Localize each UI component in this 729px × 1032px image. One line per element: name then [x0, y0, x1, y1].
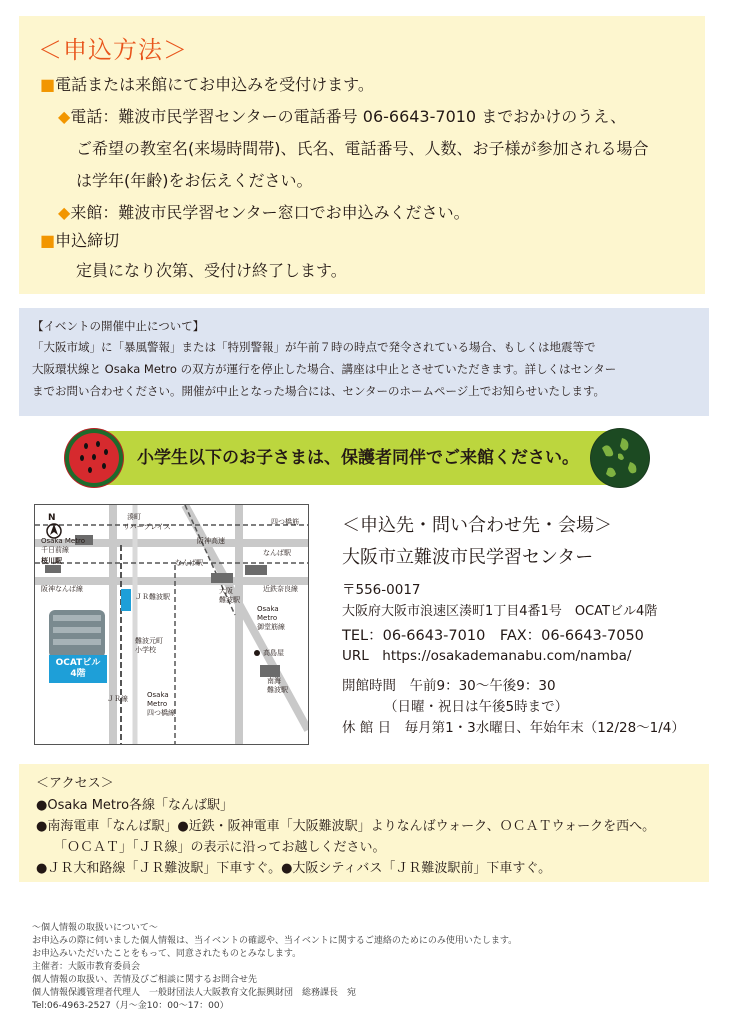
access-title: ＜アクセス＞	[36, 776, 114, 791]
privacy-text: お申込みの際に伺いました個人情報は、当イベントの確認や、当イベントに関するご連絡のためにのみ使用いたします。	[32, 936, 518, 946]
privacy-inquiry: 個人情報の取扱い、苦情及びご相談に関するお問合せ先	[32, 975, 258, 985]
notice-heading: 【イベントの開催中止について】	[32, 319, 205, 333]
guardian-banner	[78, 431, 638, 485]
square-bullet-icon: ■	[40, 75, 56, 94]
apply-visit-line: ◆来館：難波市民学習センター窓口でお申込みください。	[58, 203, 470, 222]
access-line: ●Osaka Metro各線「なんば駅」	[36, 798, 234, 813]
square-bullet-icon: ■	[40, 231, 56, 250]
apply-title: ＜申込方法＞	[38, 36, 188, 64]
opening-hours: 開館時間 午前9：30〜午後9：30	[342, 678, 556, 694]
ocat-building-label: OCATビル 4階	[55, 658, 101, 679]
access-line: ●南海電車「なんば駅」●近鉄・阪神電車「大阪難波駅」よりなんばウォーク、ＯＣＡＴウォークを西へ。	[36, 819, 656, 834]
privacy-text: お申込みいただいたことをもって、同意されたものとみなします。	[32, 949, 302, 959]
opening-hours-note: （日曜・祝日は午後5時まで）	[384, 699, 569, 715]
apply-bullet-1: ■電話または来館にてお申込みを受付けます。	[40, 75, 374, 94]
notice-line: 「大阪市域」に「暴風警報」または「特別警報」が午前７時の時点で発令されている場合、もしくは地震等で	[32, 340, 596, 354]
notice-line: 大阪環状線と Osaka Metro の双方が運行を停止した場合、講座は中止とさせていただきます。詳しくはセンター	[32, 362, 617, 376]
notice-line: までお問い合わせください。開催が中止となった場合には、センターのホームページ上でお知らせいたします。	[32, 384, 606, 398]
apply-phone-line-2: ご希望の教室名(来場時間帯)、氏名、電話番号、人数、お子様が参加される場合	[76, 139, 649, 158]
website-url: URL https://osakademanabu.com/namba/	[342, 648, 632, 664]
apply-phone-line-1: ◆電話：難波市民学習センターの電話番号 06-6643-7010 までおかけのうえ、	[58, 107, 627, 126]
privacy-manager: 個人情報保護管理者代理人 一般財団法人大阪教育文化振興財団 総務課長 宛	[32, 988, 357, 998]
tel-fax: TEL：06-6643-7010 FAX：06-6643-7050	[342, 628, 644, 644]
center-name: 大阪市立難波市民学習センター	[342, 547, 594, 568]
postal-code: 〒556-0017	[342, 582, 421, 598]
contact-title: ＜申込先・問い合わせ先・会場＞	[342, 515, 612, 536]
apply-deadline-head: ■申込締切	[40, 231, 120, 250]
banner-text: 小学生以下のお子さまは、保護者同伴でご来館ください。	[137, 448, 579, 468]
diamond-bullet-icon: ◆	[58, 203, 71, 222]
access-line: 「ＯＣＡＴ」「ＪＲ線」の表示に沿ってお越しください。	[54, 840, 386, 855]
address: 大阪府大阪市浪速区湊町1丁目4番1号 OCATビル4階	[342, 604, 658, 619]
watermelon-illustration-icon	[64, 428, 124, 488]
watermelon-rind-illustration-icon	[590, 428, 650, 488]
diamond-bullet-icon: ◆	[58, 107, 71, 126]
closed-days: 休 館 日 毎月第1・3水曜日、年始年末（12/28〜1/4）	[342, 720, 685, 736]
apply-deadline-text: 定員になり次第、受付け終了します。	[76, 261, 347, 280]
apply-phone-line-3: は学年(年齢)をお伝えください。	[76, 171, 313, 190]
access-line: ●ＪＲ大和路線「ＪＲ難波駅」下車すぐ。●大阪シティバス「ＪＲ難波駅前」下車すぐ。	[36, 861, 552, 876]
privacy-heading: 〜個人情報の取扱いについて〜	[32, 923, 158, 933]
privacy-tel: Tel:06-4963-2527（月〜金10：00〜17：00）	[32, 1001, 229, 1011]
organizer: 主催者：大阪市教育委員会	[32, 962, 141, 972]
access-map: N 湊町 リバープレイス Osaka Metro 千日前線 阪神高速 四つ橋筋 桜川駅 なんば駅 近鉄奈良線 阪神なんば線 ＪＲ難波駅 大阪 難波駅 Osaka Metro 御堂筋線 難波元町 小学校 高島屋 南海 難波駅 ＪＲ線 Osaka Metro 四つ橋線 なんば駅 OCATビル 4階	[34, 504, 309, 745]
compass-north-icon: N	[48, 513, 56, 523]
